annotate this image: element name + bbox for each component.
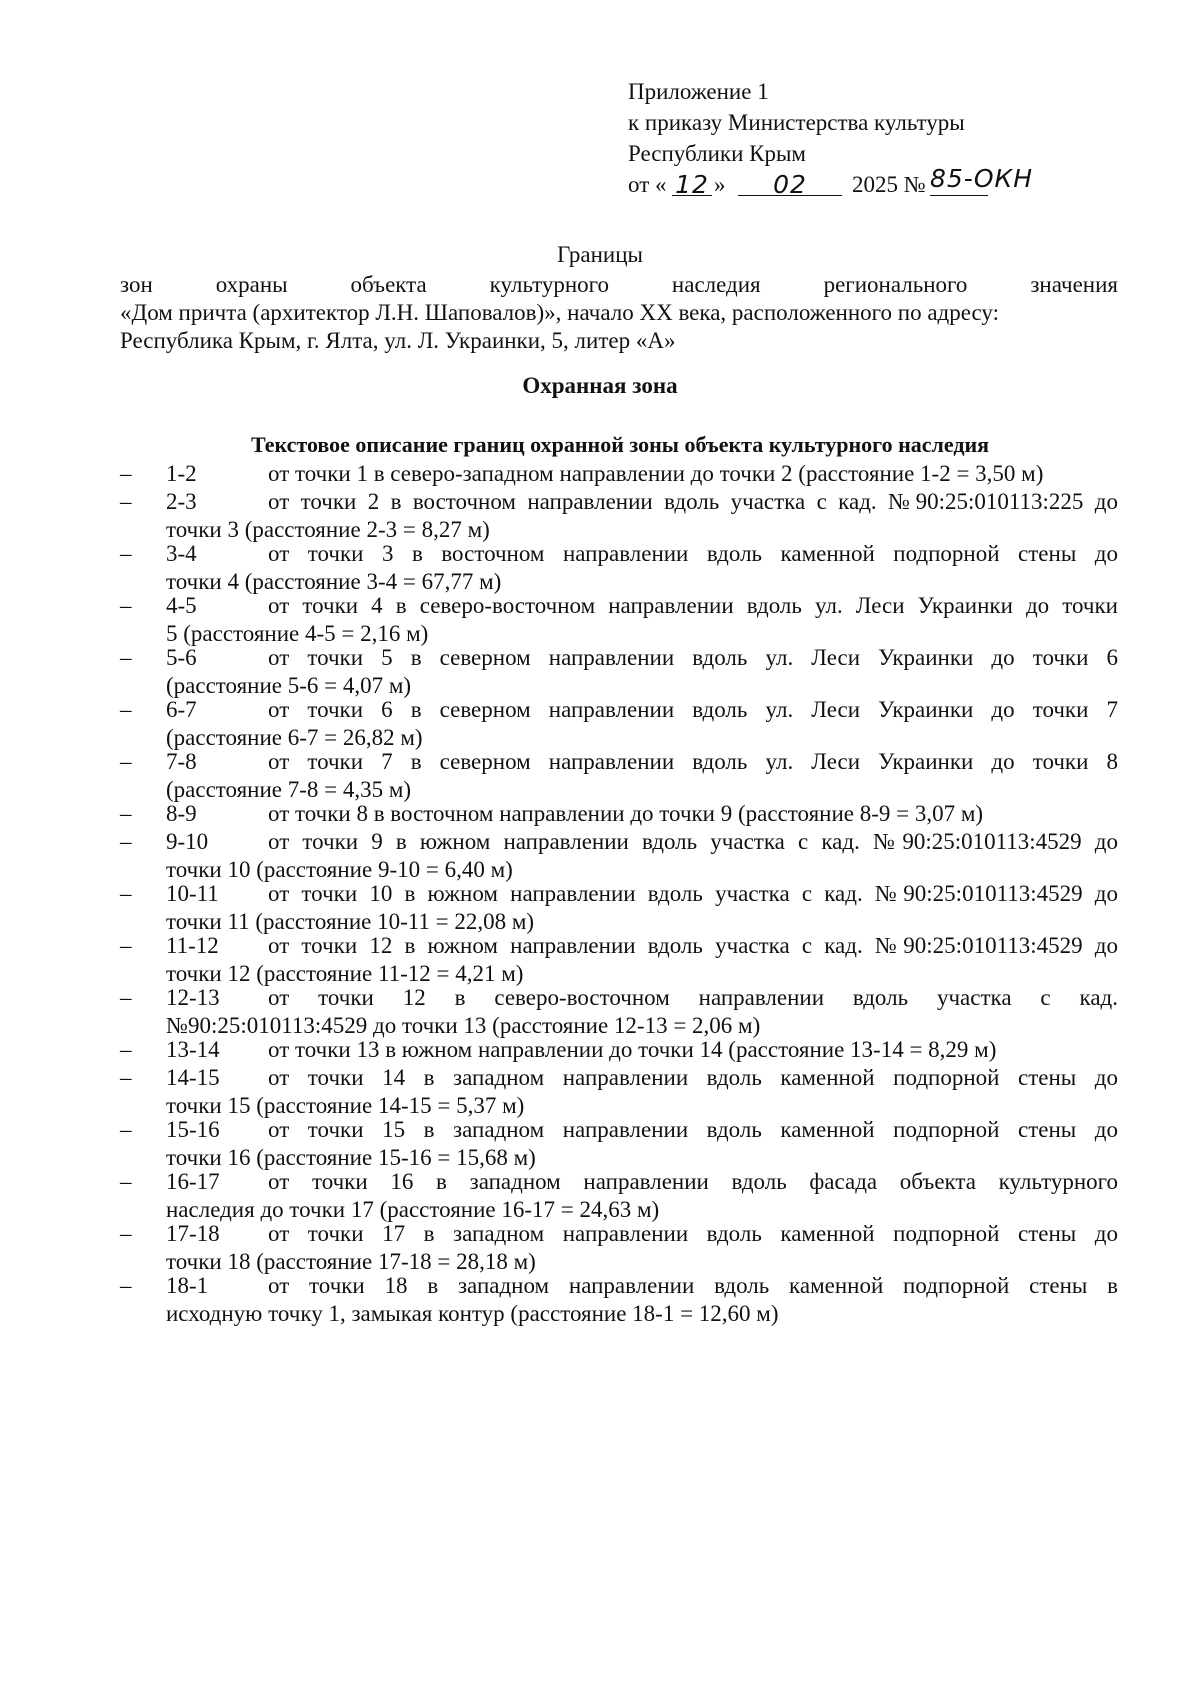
segment-label: 12-13 xyxy=(166,985,220,1010)
segment-label: 5-6 xyxy=(166,645,197,670)
description-line-2: «Дом причта (архитектор Л.Н. Шаповалов)», начало XX века, расположенного по адресу: xyxy=(120,300,1000,325)
boundary-row xyxy=(120,1272,1118,1328)
segment-description: от точки 4 в северо-восточном направлении вдоль ул. Леси Украинки до точки xyxy=(268,593,1118,618)
list-dash: – xyxy=(120,1117,132,1142)
order-number-handwritten: 85-ОКН xyxy=(930,164,1034,193)
appendix-header xyxy=(628,76,1148,200)
segment-label: 3-4 xyxy=(166,541,197,566)
boundary-row xyxy=(120,460,1118,488)
segment-description: от точки 2 в восточном направлении вдоль участка с кад. №90:25:010113:225 до xyxy=(268,489,1118,514)
appendix-line-2: к приказу Министерства культуры xyxy=(628,110,965,135)
order-date-line xyxy=(628,164,1148,200)
list-dash: – xyxy=(120,801,132,826)
list-dash: – xyxy=(120,461,132,486)
segment-description: от точки 16 в западном направлении вдоль фасада объекта культурного xyxy=(268,1169,1118,1194)
segment-label: 17-18 xyxy=(166,1221,220,1246)
segment-label: 15-16 xyxy=(166,1117,220,1142)
segment-description: от точки 6 в северном направлении вдоль ул. Леси Украинки до точки 7 xyxy=(268,697,1118,722)
segment-label: 8-9 xyxy=(166,801,197,826)
segment-description-continued: (расстояние 6-7 = 26,82 м) xyxy=(166,725,423,750)
boundary-row xyxy=(120,932,1118,988)
date-month-handwritten: 02 xyxy=(773,170,807,199)
segment-label: 14-15 xyxy=(166,1065,220,1090)
boundary-row xyxy=(120,1116,1118,1172)
boundary-row xyxy=(120,488,1118,544)
segment-description-continued: точки 11 (расстояние 10-11 = 22,08 м) xyxy=(166,909,535,934)
segment-description-continued: точки 15 (расстояние 14-15 = 5,37 м) xyxy=(166,1093,525,1118)
segment-description-continued: наследия до точки 17 (расстояние 16-17 = 24,63 м) xyxy=(166,1197,660,1222)
segment-description: от точки 12 в северо-восточном направлении вдоль участка с кад. xyxy=(268,985,1118,1010)
list-dash: – xyxy=(120,593,132,618)
segment-label: 9-10 xyxy=(166,829,209,854)
segment-description: от точки 14 в западном направлении вдоль каменной подпорной стены до xyxy=(268,1065,1118,1090)
segment-label: 11-12 xyxy=(166,933,219,958)
description-line-3: Республика Крым, г. Ялта, ул. Л. Украинки, 5, литер «А» xyxy=(120,328,676,353)
segment-description-continued: точки 12 (расстояние 11-12 = 4,21 м) xyxy=(166,961,524,986)
list-dash: – xyxy=(120,697,132,722)
date-month-field xyxy=(738,169,842,199)
segment-description: от точки 13 в южном направлении до точки 14 (расстояние 13-14 = 8,29 м) xyxy=(268,1037,997,1062)
segment-description: от точки 18 в западном направлении вдоль каменной подпорной стены в xyxy=(268,1273,1118,1298)
segment-label: 7-8 xyxy=(166,749,197,774)
boundary-row xyxy=(120,1168,1118,1224)
boundary-row xyxy=(120,696,1118,752)
segment-label: 13-14 xyxy=(166,1037,220,1062)
date-quote-close: » xyxy=(714,172,726,197)
list-dash: – xyxy=(120,489,132,514)
boundary-row xyxy=(120,880,1118,936)
date-day-handwritten: 12 xyxy=(675,170,709,199)
list-dash: – xyxy=(120,1037,132,1062)
boundary-row xyxy=(120,984,1118,1040)
segment-description-continued: точки 10 (расстояние 9-10 = 6,40 м) xyxy=(166,857,513,882)
segment-description: от точки 15 в западном направлении вдоль каменной подпорной стены до xyxy=(268,1117,1118,1142)
list-dash: – xyxy=(120,1065,132,1090)
boundary-row xyxy=(120,540,1118,596)
list-dash: – xyxy=(120,881,132,906)
segment-label: 10-11 xyxy=(166,881,219,906)
segment-description-continued: (расстояние 5-6 = 4,07 м) xyxy=(166,673,412,698)
segment-description: от точки 10 в южном направлении вдоль участка с кад. №90:25:010113:4529 до xyxy=(268,881,1118,906)
segment-description-continued: исходную точку 1, замыкая контур (расстояние 18-1 = 12,60 м) xyxy=(166,1301,779,1326)
zone-heading: Охранная зона xyxy=(522,373,678,398)
segment-description: от точки 9 в южном направлении вдоль участка с кад. №90:25:010113:4529 до xyxy=(268,829,1118,854)
date-prefix: от « xyxy=(628,172,667,197)
boundary-row xyxy=(120,800,1118,828)
segment-description: от точки 1 в северо-западном направлении до точки 2 (расстояние 1-2 = 3,50 м) xyxy=(268,461,1044,486)
segment-description: от точки 3 в восточном направлении вдоль каменной подпорной стены до xyxy=(268,541,1118,566)
segment-description-continued: 5 (расстояние 4-5 = 2,16 м) xyxy=(166,621,429,646)
segment-description-continued: точки 4 (расстояние 3-4 = 67,77 м) xyxy=(166,569,502,594)
list-dash: – xyxy=(120,541,132,566)
list-dash: – xyxy=(120,645,132,670)
appendix-line-1: Приложение 1 xyxy=(628,79,769,104)
list-dash: – xyxy=(120,1273,132,1298)
date-day-field xyxy=(672,169,712,199)
segment-description-continued: (расстояние 7-8 = 4,35 м) xyxy=(166,777,412,802)
list-dash: – xyxy=(120,749,132,774)
segment-label: 18-1 xyxy=(166,1273,209,1298)
segment-description: от точки 12 в южном направлении вдоль участка с кад. №90:25:010113:4529 до xyxy=(268,933,1118,958)
boundary-row xyxy=(120,828,1118,884)
list-dash: – xyxy=(120,1221,132,1246)
list-dash: – xyxy=(120,933,132,958)
segment-description-continued: точки 3 (расстояние 2-3 = 8,27 м) xyxy=(166,517,490,542)
segment-label: 1-2 xyxy=(166,461,197,486)
boundary-row xyxy=(120,1036,1118,1064)
section-subtitle: Текстовое описание границ охранной зоны объекта культурного наследия xyxy=(250,432,990,457)
segment-description-continued: №90:25:010113:4529 до точки 13 (расстояние 12-13 = 2,06 м) xyxy=(166,1013,761,1038)
boundary-row xyxy=(120,748,1118,804)
segment-description: от точки 7 в северном направлении вдоль ул. Леси Украинки до точки 8 xyxy=(268,749,1118,774)
boundary-row xyxy=(120,644,1118,700)
segment-label: 4-5 xyxy=(166,593,197,618)
segment-label: 6-7 xyxy=(166,697,197,722)
description-line-1: зон охраны объекта культурного наследия регионального значения xyxy=(120,272,1118,297)
boundary-row xyxy=(120,1064,1118,1120)
segment-description: от точки 5 в северном направлении вдоль ул. Леси Украинки до точки 6 xyxy=(268,645,1118,670)
date-year-number-label: 2025 № xyxy=(852,172,926,197)
segment-description-continued: точки 18 (расстояние 17-18 = 28,18 м) xyxy=(166,1249,536,1274)
appendix-line-3: Республики Крым xyxy=(628,141,806,166)
boundary-row xyxy=(120,592,1118,648)
segment-description: от точки 8 в восточном направлении до точки 9 (расстояние 8-9 = 3,07 м) xyxy=(268,801,984,826)
segment-description-continued: точки 16 (расстояние 15-16 = 15,68 м) xyxy=(166,1145,536,1170)
list-dash: – xyxy=(120,985,132,1010)
segment-description: от точки 17 в западном направлении вдоль каменной подпорной стены до xyxy=(268,1221,1118,1246)
list-dash: – xyxy=(120,1169,132,1194)
boundary-row xyxy=(120,1220,1118,1276)
segment-label: 2-3 xyxy=(166,489,197,514)
object-description xyxy=(120,271,1118,355)
document-title: Границы xyxy=(557,242,643,267)
list-dash: – xyxy=(120,829,132,854)
segment-label: 16-17 xyxy=(166,1169,220,1194)
